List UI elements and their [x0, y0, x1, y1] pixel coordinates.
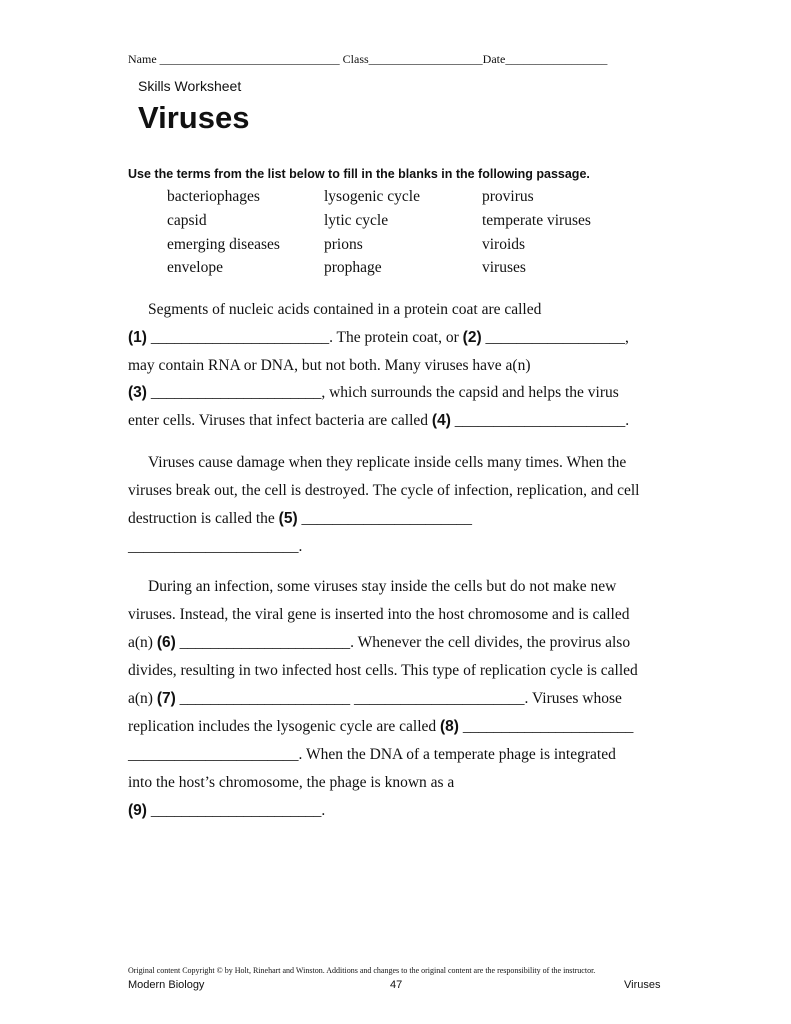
fill-blank[interactable]: ______________________ ______________________. Viruses whose [175, 690, 622, 707]
blank-number: (7) [156, 690, 176, 707]
passage-line: viruses. Instead, the viral gene is inserted into the host chromosome and is called [128, 606, 630, 623]
term: temperate viruses [482, 212, 591, 229]
blank-number: (8) [440, 718, 459, 735]
blank-number: (3) [128, 384, 147, 401]
student-info-line [128, 52, 607, 67]
passage-text: a(n) [128, 634, 157, 651]
passage-text: a(n) [128, 690, 157, 707]
fill-blank[interactable]: _______________________. The protein coat, or [146, 329, 463, 346]
fill-blank[interactable]: __________________, [481, 329, 629, 346]
fill-blank[interactable]: ______________________. [128, 538, 303, 555]
blank-number: (1) [128, 329, 147, 346]
term: emerging diseases [167, 236, 280, 253]
instructions: Use the terms from the list below to fill in the blanks in the following passage. [128, 167, 590, 181]
passage-line: Viruses cause damage when they replicate inside cells many times. When the [148, 454, 627, 471]
term: prions [324, 236, 363, 253]
passage-line: During an infection, some viruses stay inside the cells but do not make new [148, 578, 617, 595]
passage-line [128, 634, 630, 652]
fill-blank[interactable]: ______________________ [297, 510, 472, 527]
passage-line: Segments of nucleic acids contained in a protein coat are called [148, 301, 542, 318]
name-label: Name [128, 52, 157, 66]
passage-line [128, 384, 619, 402]
blank-number: (9) [128, 802, 147, 819]
page-title: Viruses [138, 100, 250, 135]
fill-blank[interactable]: ______________________, which surrounds the capsid and helps the virus [146, 384, 619, 401]
passage-line: into the host’s chromosome, the phage is known as a [128, 774, 455, 791]
passage-line [128, 510, 472, 528]
term: lysogenic cycle [324, 188, 420, 205]
term: provirus [482, 188, 534, 205]
term: bacteriophages [167, 188, 260, 205]
copyright-notice: Original content Copyright © by Holt, Rinehart and Winston. Additions and changes to the original content are the responsibility of the instructor. [128, 966, 596, 975]
passage-line [128, 802, 325, 820]
term: viruses [482, 259, 526, 276]
passage-line [128, 690, 622, 708]
passage-line: viruses break out, the cell is destroyed. The cycle of infection, replication, and cell [128, 482, 640, 499]
blank-number: (5) [278, 510, 298, 527]
fill-blank[interactable]: ______________________. [146, 802, 326, 819]
date-blank[interactable]: _________________ [505, 52, 608, 66]
fill-blank[interactable]: ______________________. [450, 412, 630, 429]
footer-chapter: Viruses [624, 979, 661, 991]
passage-line [128, 412, 629, 430]
passage-line: ______________________. When the DNA of a temperate phage is integrated [128, 746, 616, 763]
passage-line: may contain RNA or DNA, but not both. Many viruses have a(n) [128, 357, 531, 374]
term: capsid [167, 212, 207, 229]
footer-book-title: Modern Biology [128, 979, 205, 991]
term: envelope [167, 259, 223, 276]
name-blank[interactable]: ______________________________ [159, 52, 340, 66]
passage-line [128, 718, 633, 736]
blank-number: (2) [462, 329, 482, 346]
footer-page-number: 47 [390, 979, 403, 991]
passage-line [128, 329, 629, 347]
class-blank[interactable]: ___________________ [368, 52, 483, 66]
blank-number: (6) [156, 634, 176, 651]
term: prophage [324, 259, 382, 276]
fill-blank[interactable]: ______________________. Whenever the cell divides, the provirus also [175, 634, 631, 651]
passage-text: destruction is called the [128, 510, 279, 527]
blank-number: (4) [431, 412, 451, 429]
passage-text: enter cells. Viruses that infect bacteria are called [128, 412, 432, 429]
class-label: Class [342, 52, 369, 66]
passage-line: divides, resulting in two infected host cells. This type of replication cycle is called [128, 662, 638, 679]
worksheet-kind: Skills Worksheet [138, 78, 242, 94]
passage-text: replication includes the lysogenic cycle are called [128, 718, 441, 735]
term: viroids [482, 236, 526, 253]
term: lytic cycle [324, 212, 389, 229]
date-label: Date [482, 52, 506, 66]
fill-blank[interactable]: ______________________ [458, 718, 634, 735]
